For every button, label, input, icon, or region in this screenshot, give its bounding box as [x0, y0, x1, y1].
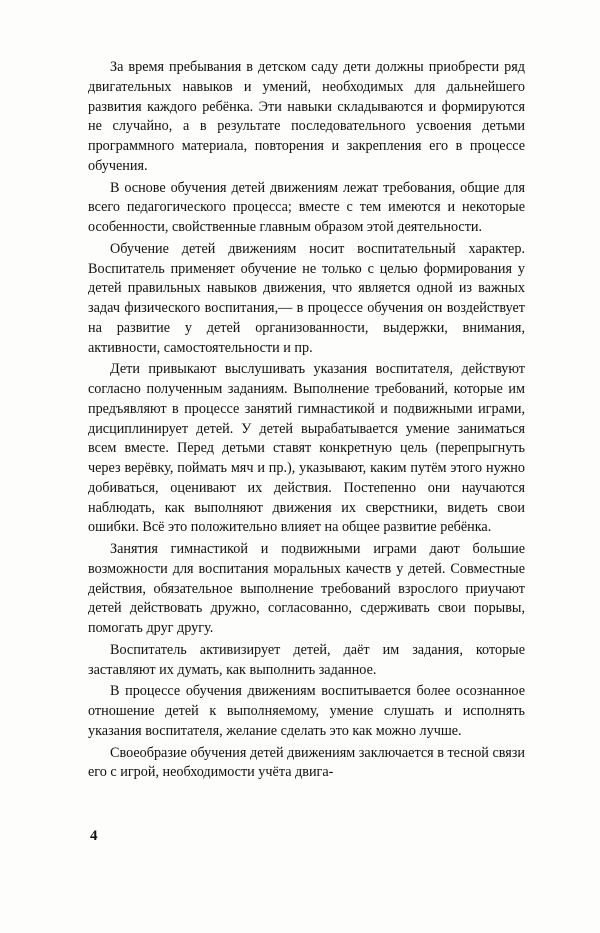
body-text [88, 58, 525, 783]
paragraph-8: Своеобразие обучения детей движениям заключается в тесной связи его с игрой, необходимости учёта двига- [88, 744, 525, 781]
paragraph-7: В процессе обучения движениям воспитывается более осознанное отношение детей к выполняемому, умение слушать и исполнять указания воспитателя, желание сделать это как можно лучше. [88, 683, 525, 739]
paragraph-2: В основе обучения детей движениям лежат требования, общие для всего педагогического процесса; вместе с тем имеются и некоторые особенности, свойственные главным образом этой деятельности. [88, 179, 525, 235]
paragraph-1: За время пребывания в детском саду дети должны приобрести ряд двигательных навыков и умений, необходимых для дальнейшего развития каждого ребёнка. Эти навыки складываются и формируются не случайно, а в результате последовательного усвоения детьми программного материала, повторения и закрепления его в процессе обучения. [88, 59, 525, 174]
page-number: 4 [90, 828, 98, 844]
paragraph-4: Дети привыкают выслушивать указания воспитателя, действуют согласно полученным заданиям. Выполнение требований, которые им предъявляют в процессе занятий гимнастикой и подвижными играми, дисциплинирует детей. У детей вырабатывается умение заниматься всем вместе. Перед детьми ставят конкретную цель (перепрыгнуть через верёвку, поймать мяч и пр.), указывают, каким путём этого нужно добиваться, оценивают их действия. Постепенно они научаются наблюдать, как выполняют движения их сверстники, видеть свои ошибки. Всё это положительно влияет на общее развитие ребёнка. [88, 361, 525, 536]
paragraph-5: Занятия гимнастикой и подвижными играми дают большие возможности для воспитания моральных качеств у детей. Совместные действия, обязательное выполнение требований взрослого приучают детей действовать дружно, согласованно, сдерживать свои порывы, помогать друг другу. [88, 541, 525, 636]
paragraph-3: Обучение детей движениям носит воспитательный характер. Воспитатель применяет обучение не только с целью формирования у детей правильных навыков движения, что является одной из важных задач физического воспитания,— в процессе обучения он воздействует на развитие у детей организованности, выдержки, внимания, активности, самостоятельности и пр. [88, 240, 525, 356]
paragraph-6: Воспитатель активизирует детей, даёт им задания, которые заставляют их думать, как выполнить заданное. [88, 641, 525, 678]
